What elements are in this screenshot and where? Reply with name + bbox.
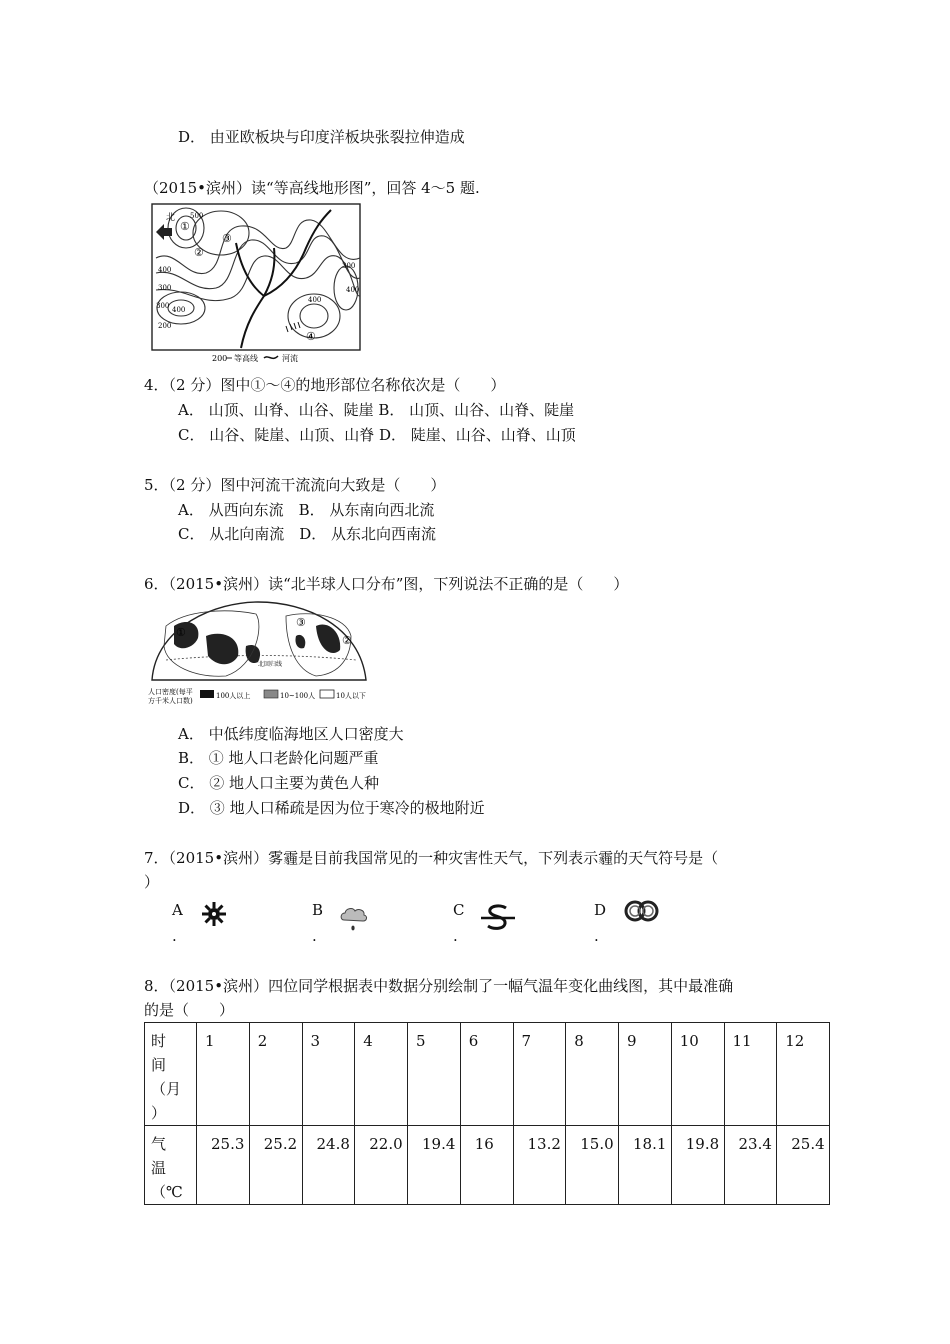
legend-title-line1: 人口密度(每平	[148, 688, 193, 696]
month-cell: 4	[355, 1023, 408, 1126]
row-header-char: 时	[151, 1032, 167, 1050]
legend-river-text: 河流	[282, 354, 298, 363]
q3-option-d: D． 由亚欧板块与印度洋板块张裂拉伸造成	[178, 128, 465, 146]
marker-4: ④	[306, 330, 316, 343]
month-cell: 9	[619, 1023, 672, 1126]
q5-options-line1: A． 从西向东流 B． 从东南向西北流	[178, 501, 435, 519]
temp-cell: 16	[460, 1126, 513, 1205]
legend-river-icon	[264, 356, 278, 358]
q6-option-c: C． ② 地人口主要为黄色人种	[178, 774, 380, 792]
contour-value: 400	[172, 306, 186, 314]
month-cell: 3	[302, 1023, 355, 1126]
cloud-rain-icon	[338, 902, 370, 934]
temp-cell: 25.4	[777, 1126, 830, 1205]
contour-value: 400	[346, 286, 360, 294]
temp-cell: 25.2	[249, 1126, 302, 1205]
temp-cell: 25.3	[197, 1126, 250, 1205]
pop-marker-2: ②	[342, 634, 352, 647]
month-cell: 5	[408, 1023, 461, 1126]
q4-options-line1: A． 山顶、山脊、山谷、陡崖 B． 山顶、山谷、山脊、陡崖	[178, 401, 575, 419]
contour-value: 300	[158, 284, 172, 292]
q7-option-a-dot: .	[172, 927, 177, 945]
temp-cell: 13.2	[513, 1126, 566, 1205]
month-cell: 1	[197, 1023, 250, 1126]
table-row-months	[145, 1023, 830, 1126]
temp-cell: 24.8	[302, 1126, 355, 1205]
month-cell: 2	[249, 1023, 302, 1126]
contour-value: 400	[308, 296, 322, 304]
marker-3: ③	[222, 232, 232, 245]
month-cell: 8	[566, 1023, 619, 1126]
legend-contour-value: 200	[212, 354, 228, 363]
q7-option-b-letter: B	[312, 901, 324, 919]
intro-4-5: （2015•滨州）读“等高线地形图”，回答 4～5 题.	[144, 179, 480, 197]
legend-high-text: 100人以上	[216, 692, 251, 700]
q4-stem: 4．（2 分）图中①～④的地形部位名称依次是（ ）	[144, 376, 506, 394]
temp-cell: 19.4	[408, 1126, 461, 1205]
row-header-char: ）	[151, 1104, 167, 1122]
temp-cell: 18.1	[619, 1126, 672, 1205]
population-map-figure	[146, 596, 372, 706]
q4-options-line2: C． 山谷、陡崖、山顶、山脊 D． 陡崖、山谷、山脊、山顶	[178, 426, 576, 444]
month-cell: 11	[724, 1023, 777, 1126]
haze-s-icon	[478, 902, 518, 934]
legend-mid-text: 10~100人	[280, 692, 316, 700]
row-header-time	[145, 1023, 197, 1126]
marker-1: ①	[180, 220, 190, 233]
q7-option-a-letter: A	[172, 901, 183, 919]
q5-stem: 5．（2 分）图中河流干流流向大致是（ ）	[144, 476, 446, 494]
q7-option-d-letter: D	[594, 901, 607, 919]
q7-option-d-dot: .	[594, 927, 599, 945]
q5-options-line2: C． 从北向南流 D． 从东北向西南流	[178, 525, 437, 543]
pop-marker-1: ①	[176, 626, 186, 639]
sun-gear-icon	[200, 900, 228, 928]
contour-value: 400	[158, 266, 172, 274]
temp-cell: 23.4	[724, 1126, 777, 1205]
contour-value: 500	[190, 212, 204, 220]
cliff-marks	[286, 322, 300, 332]
contour-map-figure	[146, 198, 368, 364]
marker-2: ②	[194, 246, 204, 259]
q7-option-b-dot: .	[312, 927, 317, 945]
temp-cell: 15.0	[566, 1126, 619, 1205]
q6-stem: 6．（2015•滨州）读“北半球人口分布”图，下列说法不正确的是（ ）	[144, 575, 629, 593]
contour-value: 300	[156, 302, 170, 310]
month-cell: 7	[513, 1023, 566, 1126]
legend-contour-text: 等高线	[234, 354, 258, 363]
q8-stem-line2: 的是（ ）	[144, 1001, 235, 1019]
legend-title-line2: 方千米人口数)	[148, 697, 193, 705]
row-header-char: 温	[151, 1159, 167, 1177]
row-header-char: 间	[151, 1056, 167, 1074]
row-header-char: 气	[151, 1135, 167, 1153]
temperature-table	[144, 1022, 830, 1205]
q7-option-c-dot: .	[453, 927, 458, 945]
legend-low-swatch	[320, 690, 334, 698]
tropic-label: 北回归线	[258, 661, 283, 668]
temp-cell: 22.0	[355, 1126, 408, 1205]
legend-high-swatch	[200, 690, 214, 698]
double-ring-icon	[622, 898, 662, 924]
table-row-temps	[145, 1126, 830, 1205]
row-header-temp	[145, 1126, 197, 1205]
month-cell: 12	[777, 1023, 830, 1126]
pop-marker-3: ③	[296, 616, 306, 629]
contour-value: 300	[342, 262, 356, 270]
legend-low-text: 10人以下	[336, 692, 366, 700]
month-cell: 6	[460, 1023, 513, 1126]
north-label: 北	[166, 213, 176, 223]
contour-value: 200	[158, 322, 172, 330]
row-header-char: （月	[151, 1080, 182, 1098]
q7-option-c-letter: C	[453, 901, 465, 919]
q8-stem-line1: 8．（2015•滨州）四位同学根据表中数据分别绘制了一幅气温年变化曲线图，其中最准确	[144, 977, 734, 995]
q6-option-d: D． ③ 地人口稀疏是因为位于寒冷的极地附近	[178, 799, 485, 817]
q7-stem-line1: 7．（2015•滨州）雾霾是目前我国常见的一种灾害性天气，下列表示霾的天气符号是（	[144, 849, 719, 867]
month-cell: 10	[671, 1023, 724, 1126]
q7-stem-line2: ）	[144, 873, 160, 891]
q6-option-b: B． ① 地人口老龄化问题严重	[178, 749, 379, 767]
q6-option-a: A． 中低纬度临海地区人口密度大	[178, 725, 404, 743]
row-header-char: （℃	[151, 1183, 183, 1201]
legend-mid-swatch	[264, 690, 278, 698]
temp-cell: 19.8	[671, 1126, 724, 1205]
